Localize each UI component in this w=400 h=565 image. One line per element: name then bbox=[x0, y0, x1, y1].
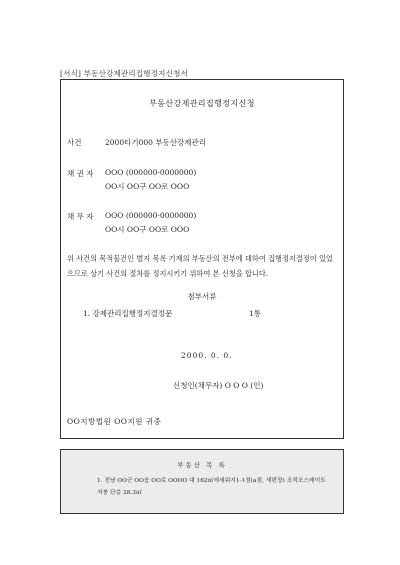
debtor-label: 채 무 자 bbox=[67, 212, 94, 221]
document-title: 부동산강제관리집행정지신청 bbox=[149, 99, 255, 108]
application-form bbox=[60, 79, 344, 439]
applicant-signature: 신청인(채무자) O O O (인) bbox=[173, 381, 264, 390]
attachments-title: 첨부서류 bbox=[187, 292, 217, 301]
form-label: [서식] 부동산강제관리집행정지신청서 bbox=[60, 69, 188, 78]
application-body: 위 사건의 목적물건인 별지 목록 기재의 부동산의 전부에 대하여 집행정지결정이 있었으므로 상기 사건의 절차를 정지시키기 위하여 본 신청을 합니다. bbox=[67, 254, 333, 278]
case-value: 2000타기000 부동산강제관리 bbox=[105, 138, 206, 147]
debtor-address: OO시 OO구 OO로 OOO bbox=[105, 225, 190, 234]
debtor-id: OOO (000000-0000000) bbox=[105, 211, 197, 220]
attachment-item: 1. 강제관리집행정지결정문 bbox=[83, 309, 173, 318]
case-label: 사건 bbox=[67, 138, 82, 147]
court-addressee: OO지방법원 OO지원 귀중 bbox=[67, 417, 162, 426]
creditor-label: 채 권 자 bbox=[67, 169, 94, 178]
property-list-box bbox=[60, 449, 344, 514]
attachment-count: 1통 bbox=[249, 309, 262, 318]
creditor-address: OO시 OO구 OO로 OOO bbox=[105, 182, 190, 191]
property-list-item: 1. 전남 OO군 OO읍 OO로 OOOO 대 162㎡에세워지1-1점(a점, 새편장) 조적조스레이트 지붕 단층 28.3㎡ bbox=[97, 478, 326, 496]
application-date: 2000. 0. 0. bbox=[181, 351, 233, 360]
creditor-id: OOO (000000-0000000) bbox=[105, 168, 197, 177]
property-list-title: 부동산 목 록 bbox=[177, 461, 227, 469]
